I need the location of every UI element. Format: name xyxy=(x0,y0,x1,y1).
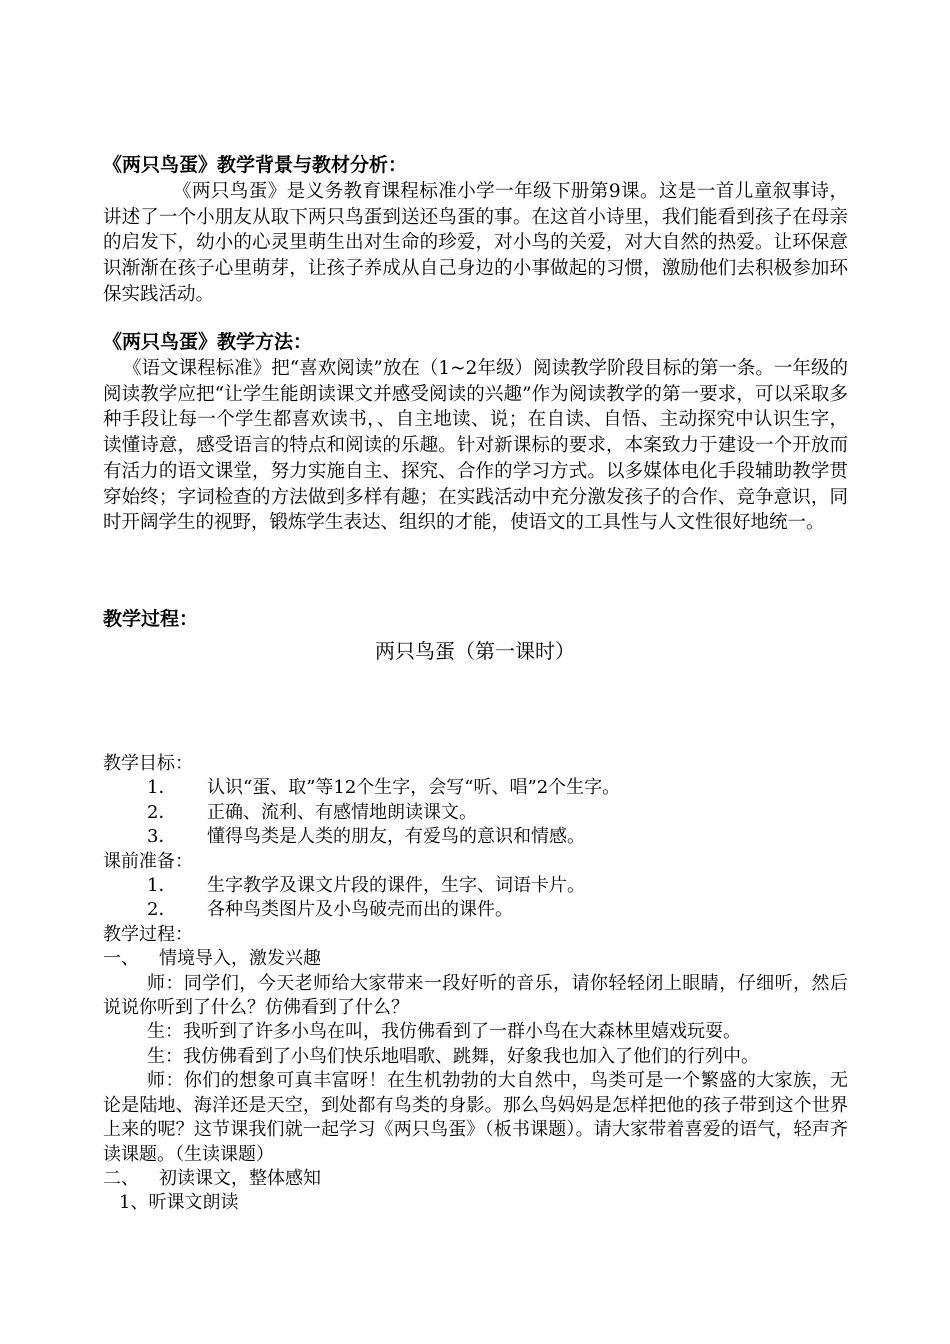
dialog-line: 师：同学们，今天老师给大家带来一段好听的音乐，请你轻轻闭上眼睛，仔细听，然后说说你听到了什么？仿佛看到了什么？ xyxy=(103,972,848,1019)
method-paragraph: 《语文课程标准》把“喜欢阅读”放在（1~2年级）阅读教学阶段目标的第一条。一年级的阅读教学应把“让学生能朗读课文并感受阅读的兴趣”作为阅读教学的第一要求，可以采取多种手段让每一个学生都喜欢读书，、自主地读、说；在自读、自悟、主动探究中认识生字，读懂诗意，感受语言的特点和阅读的乐趣。针对新课标的要求，本案致力于建设一个开放而有活力的语文课堂，努力实施自主、探究、合作的学习方式。以多媒体电化手段辅助教学贯穿始终；字词检查的方法做到多样有趣；在实践活动中充分激发孩子的合作、竞争意识，同时开阔学生的视野，锻炼学生表达、组织的才能，使语文的工具性与人文性很好地统一。 xyxy=(103,358,848,534)
goal-number: 3． xyxy=(147,826,177,848)
goals-label: 教学目标： xyxy=(103,753,193,774)
part-text: 情境导入，激发兴趣 xyxy=(159,948,321,970)
prep-text: 各种鸟类图片及小鸟破壳而出的课件。 xyxy=(207,899,513,921)
goal-item xyxy=(103,801,848,825)
dialog-line: 生：我仿佛看到了小鸟们快乐地唱歌、跳舞，好象我也加入了他们的行列中。 xyxy=(147,1045,759,1067)
goal-text: 认识“蛋、取”等12个生字，会写“听、唱”2个生字。 xyxy=(207,777,621,799)
background-paragraph: 《两只鸟蛋》是义务教育课程标准小学一年级下册第9课。这是一首儿童叙事诗，讲述了一个小朋友从取下两只鸟蛋到送还鸟蛋的事。在这首小诗里，我们能看到孩子在母亲的启发下，幼小的心灵里萌生出对生命的珍爱，对小鸟的关爱，对大自然的热爱。让环保意识渐渐在孩子心里萌芽，让孩子养成从自己身边的小事做起的习惯，激励他们去积极参加环保实践活动。 xyxy=(103,181,848,305)
goal-text: 正确、流利、有感情地朗读课文。 xyxy=(207,801,477,823)
section-heading-process: 教学过程： xyxy=(103,608,199,630)
prep-item xyxy=(103,898,848,922)
section-heading-background: 《两只鸟蛋》教学背景与教材分析： xyxy=(103,154,408,176)
prep-label: 课前准备： xyxy=(103,850,193,872)
dialog-line: 生：我听到了许多小鸟在叫，我仿佛看到了一群小鸟在大森林里嬉戏玩耍。 xyxy=(147,1021,741,1043)
lesson-title: 两只鸟蛋（第一课时） xyxy=(375,639,575,663)
goal-text: 懂得鸟类是人类的朋友，有爱鸟的意识和情感。 xyxy=(207,826,585,848)
prep-number: 1． xyxy=(147,875,177,897)
part-number: 一、 xyxy=(103,948,139,970)
prep-text: 生字教学及课文片段的课件，生字、词语卡片。 xyxy=(207,875,585,897)
dialog-line: 师：你们的想象可真丰富呀！在生机勃勃的大自然中，鸟类可是一个繁盛的大家族，无论是陆地、海洋还是天空，到处都有鸟类的身影。那么鸟妈妈是怎样把他的孩子带到这个世界上来的呢？这节课我们就一起学习《两只鸟蛋》（板书课题）。请大家带着喜爱的语气，轻声齐读课题。（生读课题） xyxy=(103,1070,848,1165)
goal-item xyxy=(103,825,848,849)
goal-number: 1． xyxy=(147,777,177,799)
goal-number: 2． xyxy=(147,801,177,823)
section-heading-method: 《两只鸟蛋》教学方法： xyxy=(103,331,313,353)
part-heading xyxy=(103,1167,848,1191)
lesson-plan-body xyxy=(103,752,848,1216)
goal-item xyxy=(103,776,848,800)
part-number: 二、 xyxy=(103,1167,139,1189)
part-text: 初读课文，整体感知 xyxy=(159,1167,321,1189)
process-label: 教学过程： xyxy=(103,923,193,945)
prep-number: 2． xyxy=(147,899,177,921)
sub-heading: 1、听课文朗读 xyxy=(119,1192,239,1214)
part-heading xyxy=(103,947,848,971)
prep-item xyxy=(103,874,848,898)
